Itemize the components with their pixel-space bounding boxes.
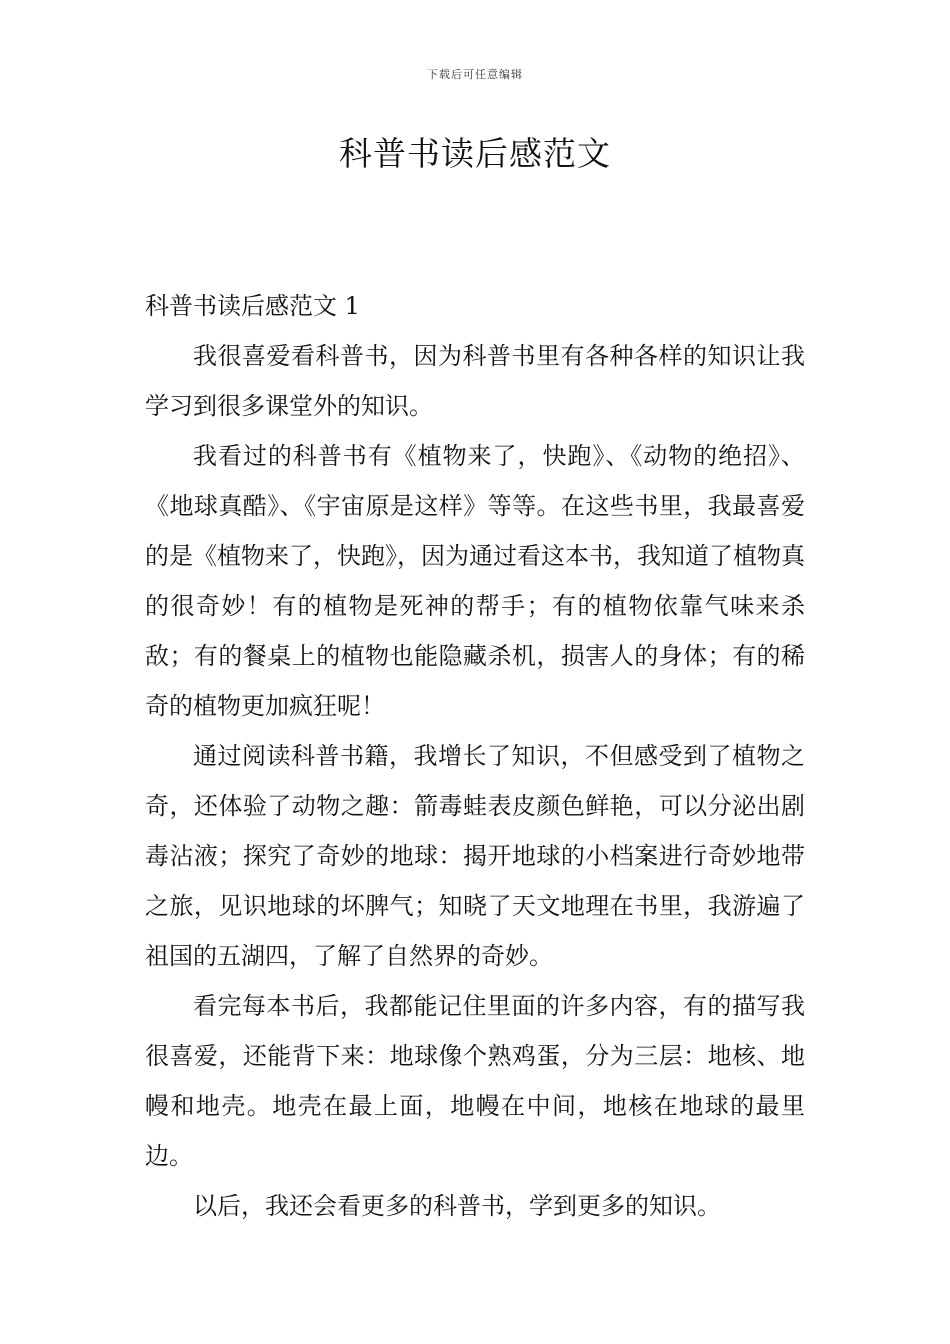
section-title: 科普书读后感范文 1 (145, 292, 360, 320)
paragraph: 以后，我还会看更多的科普书，学到更多的知识。 (193, 1192, 721, 1220)
paragraph: 通过阅读科普书籍，我增长了知识，不但感受到了植物之奇，还体验了动物之趣：箭毒蛙表皮颜色鲜艳，可以分泌出剧毒沾液；探究了奇妙的地球：揭开地球的小档案进行奇妙地带之旅，见识地球的坏脾气；知晓了天文地理在书里，我游遍了祖国的五湖四，了解了自然界的奇妙。 (145, 742, 805, 970)
paragraph: 看完每本书后，我都能记住里面的许多内容，有的描写我很喜爱，还能背下来：地球像个熟鸡蛋，分为三层：地核、地幔和地壳。地壳在最上面，地幔在中间，地核在地球的最里边。 (145, 992, 805, 1170)
document-body (145, 281, 805, 1231)
document-title: 科普书读后感范文 (339, 134, 611, 173)
paragraph: 我很喜爱看科普书，因为科普书里有各种各样的知识让我学习到很多课堂外的知识。 (145, 342, 805, 420)
header-note: 下载后可任意编辑 (427, 68, 523, 81)
paragraph: 我看过的科普书有《植物来了，快跑》、《动物的绝招》、《地球真酷》、《宇宙原是这样》等等。在这些书里，我最喜爱的是《植物来了，快跑》，因为通过看这本书，我知道了植物真的很奇妙！有的植物是死神的帮手；有的植物依靠气味来杀敌；有的餐桌上的植物也能隐藏杀机，损害人的身体；有的稀奇的植物更加疯狂呢！ (145, 442, 805, 720)
